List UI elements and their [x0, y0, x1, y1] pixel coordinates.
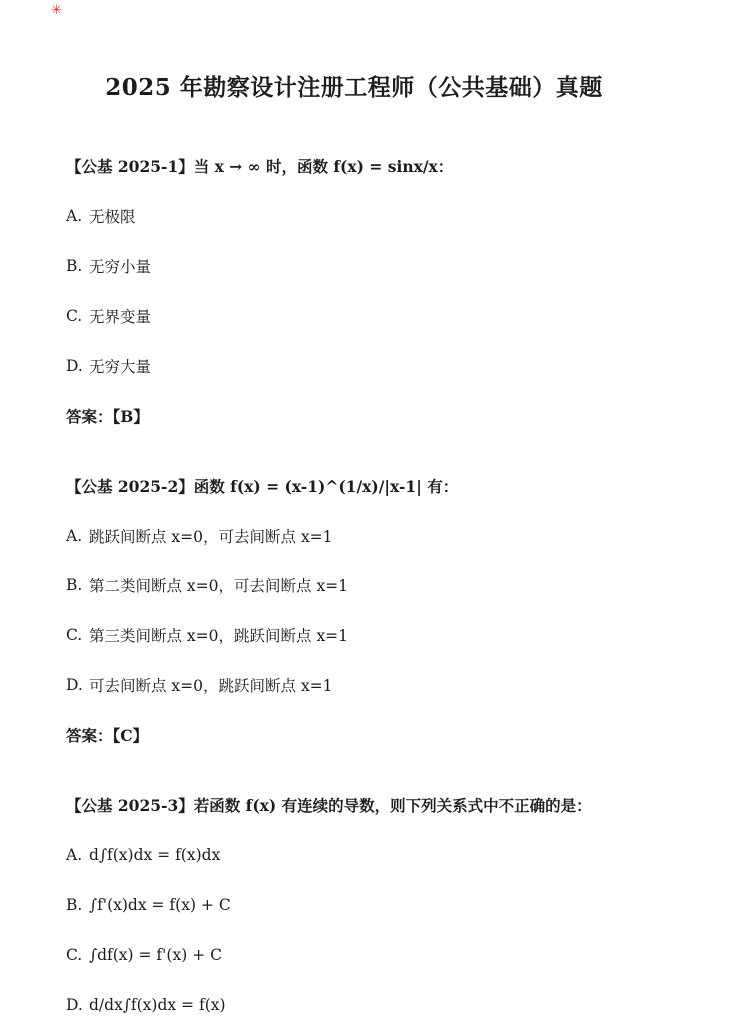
option-label: C.	[66, 626, 83, 645]
option-text: d/dx∫f(x)dx = f(x)	[89, 995, 226, 1014]
option-text: ∫df(x) = f'(x) + C	[89, 945, 222, 964]
red-asterisk-icon: ✳	[51, 3, 62, 18]
option-text: 第三类间断点 x=0，跳跃间断点 x=1	[89, 627, 349, 646]
option-label: B.	[66, 576, 83, 595]
option-text: 第二类间断点 x=0，可去间断点 x=1	[89, 577, 349, 596]
option-label: A.	[66, 526, 83, 545]
question-stem: 【公基 2025-3】若函数 f(x) 有连续的导数，则下列关系式中不正确的是：	[66, 796, 592, 816]
option-row-c	[66, 299, 698, 333]
option-text: 跳跃间断点 x=0，可去间断点 x=1	[89, 527, 333, 546]
answer-line: 答案：【B】	[66, 406, 149, 426]
option-text: ∫f'(x)dx = f(x) + C	[89, 895, 231, 914]
option-row-b	[66, 568, 698, 602]
option-label: D.	[66, 995, 83, 1014]
option-label: A.	[66, 207, 83, 226]
question-block-1	[66, 149, 698, 433]
answer-line: 答案：【C】	[66, 726, 149, 746]
option-text: 可去间断点 x=0，跳跃间断点 x=1	[89, 677, 333, 696]
document-body	[0, 149, 738, 1022]
option-label: D.	[66, 676, 83, 695]
option-label: A.	[66, 845, 83, 864]
option-row-c	[66, 618, 698, 652]
question-stem: 【公基 2025-2】函数 f(x) = (x-1)^(1/x)/|x-1| 有：	[66, 476, 459, 496]
option-row-b	[66, 888, 698, 922]
page-title: 2025 年勘察设计注册工程师（公共基础）真题	[105, 74, 603, 101]
option-text: 无穷大量	[89, 357, 152, 376]
option-text: d∫f(x)dx = f(x)dx	[89, 845, 221, 864]
option-label: C.	[66, 306, 83, 325]
option-row-d	[66, 668, 698, 702]
option-label: B.	[66, 256, 83, 275]
option-row-a	[66, 518, 698, 552]
option-text: 无界变量	[89, 307, 152, 326]
option-row-c	[66, 938, 698, 972]
question-block-3	[66, 788, 698, 1022]
option-text: 无穷小量	[89, 257, 152, 276]
question-block-2	[66, 468, 698, 752]
option-row-a	[66, 199, 698, 233]
option-row-a	[66, 838, 698, 872]
option-label: B.	[66, 895, 83, 914]
option-text: 无极限	[89, 208, 136, 227]
option-row-b	[66, 249, 698, 283]
option-row-d	[66, 349, 698, 383]
question-stem: 【公基 2025-1】当 x → ∞ 时，函数 f(x) = sinx/x：	[66, 157, 454, 177]
option-label: C.	[66, 945, 83, 964]
option-label: D.	[66, 356, 83, 375]
option-row-d	[66, 987, 698, 1021]
